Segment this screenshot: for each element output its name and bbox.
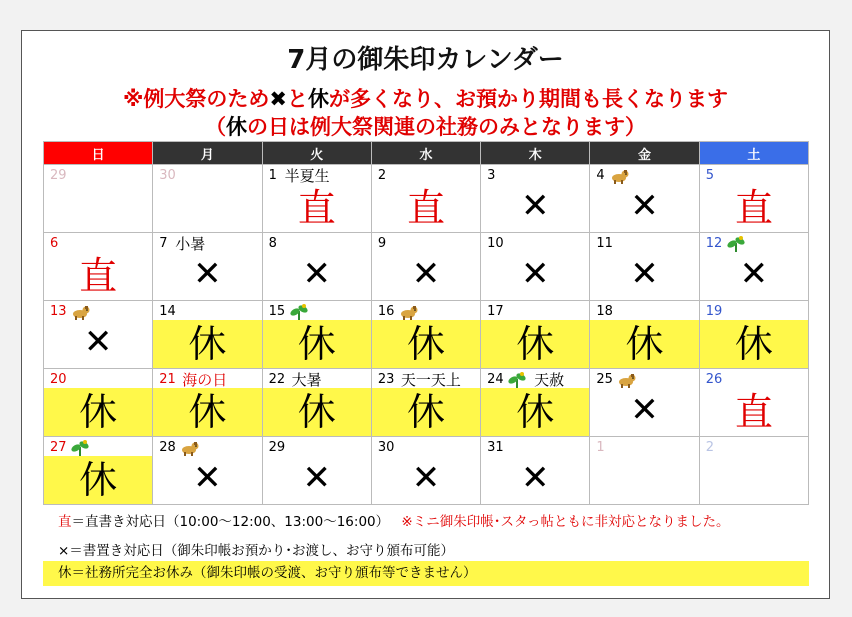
notice-2b: の日は例大祭関連の社務のみとなります） (247, 115, 646, 139)
weekday-header: 土 (699, 142, 808, 165)
pre-written-mark: ✕ (411, 458, 441, 498)
day-number: 26 (705, 372, 723, 387)
day-number: 5 (705, 168, 714, 183)
day-number: 15 (268, 304, 286, 319)
day-cell (262, 165, 371, 233)
legend-kyu: 休＝社務所完全お休み（御朱印帳の受渡、お守り頒布等できません） (43, 561, 809, 586)
pre-written-mark: ✕ (302, 458, 331, 498)
notice-1x: ✖ (269, 87, 288, 111)
pre-written-mark: ✕ (83, 322, 113, 362)
pre-written-mark: ✕ (302, 254, 331, 294)
closed-mark: 休 (188, 390, 227, 434)
day-cell (699, 301, 808, 369)
day-number: 2 (377, 168, 387, 183)
day-number: 9 (377, 236, 387, 251)
closed-mark: 休 (79, 390, 118, 434)
day-cell (590, 369, 699, 437)
day-cell (481, 165, 590, 233)
notice-1c: が多くなり、お預かり期間も長くなります (329, 87, 729, 111)
notice-2a: （ (205, 115, 226, 139)
day-number: 20 (50, 372, 67, 387)
day-cell (481, 233, 590, 301)
day-number: 1 (268, 168, 277, 183)
calendar-card (21, 30, 830, 599)
day-cell (44, 301, 153, 369)
day-number: 13 (50, 304, 67, 319)
day-cell (699, 165, 808, 233)
legend-choku-key: 直 (58, 514, 72, 530)
calendar-grid (43, 141, 809, 505)
day-note: 半夏生 (284, 167, 330, 185)
day-note: 海の日 (182, 371, 228, 389)
direct-writing-mark: 直 (406, 186, 445, 230)
day-number: 11 (596, 236, 613, 251)
weekday-header: 月 (153, 142, 262, 165)
dog-icon (179, 439, 201, 457)
day-cell (590, 301, 699, 369)
sprout-icon (289, 303, 311, 321)
closed-mark: 休 (188, 322, 227, 366)
pre-written-mark: ✕ (411, 254, 441, 294)
legend-choku (58, 510, 729, 530)
closed-mark: 休 (734, 322, 773, 366)
pre-written-mark: ✕ (739, 254, 769, 294)
week-row (44, 437, 809, 505)
day-number: 24 (487, 372, 504, 387)
day-number: 3 (487, 168, 496, 183)
day-cell (590, 165, 699, 233)
notice-1a: ※例大祭のため (122, 87, 270, 111)
day-cell (153, 369, 262, 437)
day-number: 30 (377, 440, 395, 455)
legend-choku-text: ＝直書き対応日（10:00～12:00、13:00～16:00） (71, 514, 390, 530)
weekday-header-row (44, 142, 809, 165)
closed-mark: 休 (406, 322, 445, 366)
day-number: 21 (159, 372, 176, 387)
closed-mark: 休 (406, 390, 445, 434)
direct-writing-mark: 直 (79, 254, 118, 298)
week-row (44, 369, 809, 437)
day-cell (371, 233, 480, 301)
legend-choku-note: ※ミニ御朱印帳･スタっ帖ともに非対応となりました。 (401, 514, 730, 530)
notice-line-1 (22, 86, 829, 112)
day-note: 天一天上 (400, 371, 461, 389)
day-cell (371, 369, 480, 437)
day-cell (371, 437, 480, 505)
closed-mark: 休 (79, 458, 118, 502)
day-number: 8 (268, 236, 277, 251)
page-title: 7月の御朱印カレンダー (287, 45, 564, 75)
day-number: 19 (705, 304, 723, 319)
legend-batsu: ×＝書置き対応日（御朱印帳お預かり･お渡し、お守り頒布可能） (58, 543, 455, 559)
day-number: 1 (596, 440, 605, 455)
sprout-icon (507, 371, 529, 389)
day-number: 7 (159, 236, 168, 251)
notice-1b: と (287, 87, 309, 111)
day-cell (153, 437, 262, 505)
week-row (44, 301, 809, 369)
closed-mark: 休 (297, 322, 336, 366)
week-row (44, 165, 809, 233)
day-cell (699, 369, 808, 437)
dog-icon (616, 371, 638, 389)
day-cell (481, 369, 590, 437)
notice-line-2 (22, 114, 829, 140)
day-cell (44, 165, 153, 233)
day-number: 17 (487, 304, 504, 319)
day-number: 18 (596, 304, 613, 319)
day-cell (481, 301, 590, 369)
day-cell (153, 301, 262, 369)
day-cell (371, 165, 480, 233)
day-number: 25 (596, 372, 613, 387)
closed-mark: 休 (297, 390, 336, 434)
day-number: 29 (268, 440, 286, 455)
weekday-header: 火 (262, 142, 371, 165)
day-cell (481, 437, 590, 505)
week-row (44, 233, 809, 301)
sprout-icon (726, 235, 748, 253)
direct-writing-mark: 直 (734, 186, 773, 230)
day-cell (262, 369, 371, 437)
pre-written-mark: ✕ (521, 458, 550, 498)
dog-icon (70, 303, 92, 321)
day-cell (590, 437, 699, 505)
closed-mark: 休 (625, 322, 664, 366)
pre-written-mark: ✕ (630, 186, 659, 226)
day-number: 10 (487, 236, 504, 251)
day-number: 4 (596, 168, 605, 183)
sprout-icon (70, 439, 92, 457)
pre-written-mark: ✕ (193, 254, 222, 294)
weekday-header: 木 (481, 142, 590, 165)
day-cell (371, 301, 480, 369)
day-note: 天赦 (534, 371, 565, 389)
notice-2kyu: 休 (226, 115, 247, 139)
direct-writing-mark: 直 (734, 390, 773, 434)
day-cell (590, 233, 699, 301)
pre-written-mark: ✕ (630, 390, 659, 430)
day-note: 大暑 (291, 371, 322, 389)
day-cell (153, 165, 262, 233)
dog-icon (609, 167, 631, 185)
day-number: 16 (377, 304, 395, 319)
day-number: 6 (50, 236, 59, 251)
weekday-header: 金 (590, 142, 699, 165)
day-number: 31 (487, 440, 504, 455)
direct-writing-mark: 直 (297, 186, 336, 230)
day-number: 29 (50, 168, 67, 183)
day-number: 12 (705, 236, 723, 251)
day-number: 2 (705, 440, 714, 455)
day-number: 22 (268, 372, 286, 387)
pre-written-mark: ✕ (193, 458, 222, 498)
weekday-header: 水 (371, 142, 480, 165)
day-cell (44, 437, 153, 505)
day-cell (699, 437, 808, 505)
day-cell (262, 437, 371, 505)
pre-written-mark: ✕ (521, 254, 550, 294)
closed-mark: 休 (516, 322, 555, 366)
day-cell (262, 301, 371, 369)
day-cell (262, 233, 371, 301)
closed-mark: 休 (516, 390, 555, 434)
day-number: 23 (377, 372, 395, 387)
day-cell (44, 233, 153, 301)
weekday-header: 日 (44, 142, 153, 165)
day-number: 30 (159, 168, 176, 183)
day-cell (44, 369, 153, 437)
day-number: 14 (159, 304, 176, 319)
notice-1kyu: 休 (308, 87, 330, 111)
day-number: 28 (159, 440, 176, 455)
day-number: 27 (50, 440, 67, 455)
day-cell (153, 233, 262, 301)
day-cell (699, 233, 808, 301)
pre-written-mark: ✕ (521, 186, 550, 226)
dog-icon (398, 303, 420, 321)
pre-written-mark: ✕ (630, 254, 659, 294)
day-note: 小暑 (175, 235, 206, 253)
